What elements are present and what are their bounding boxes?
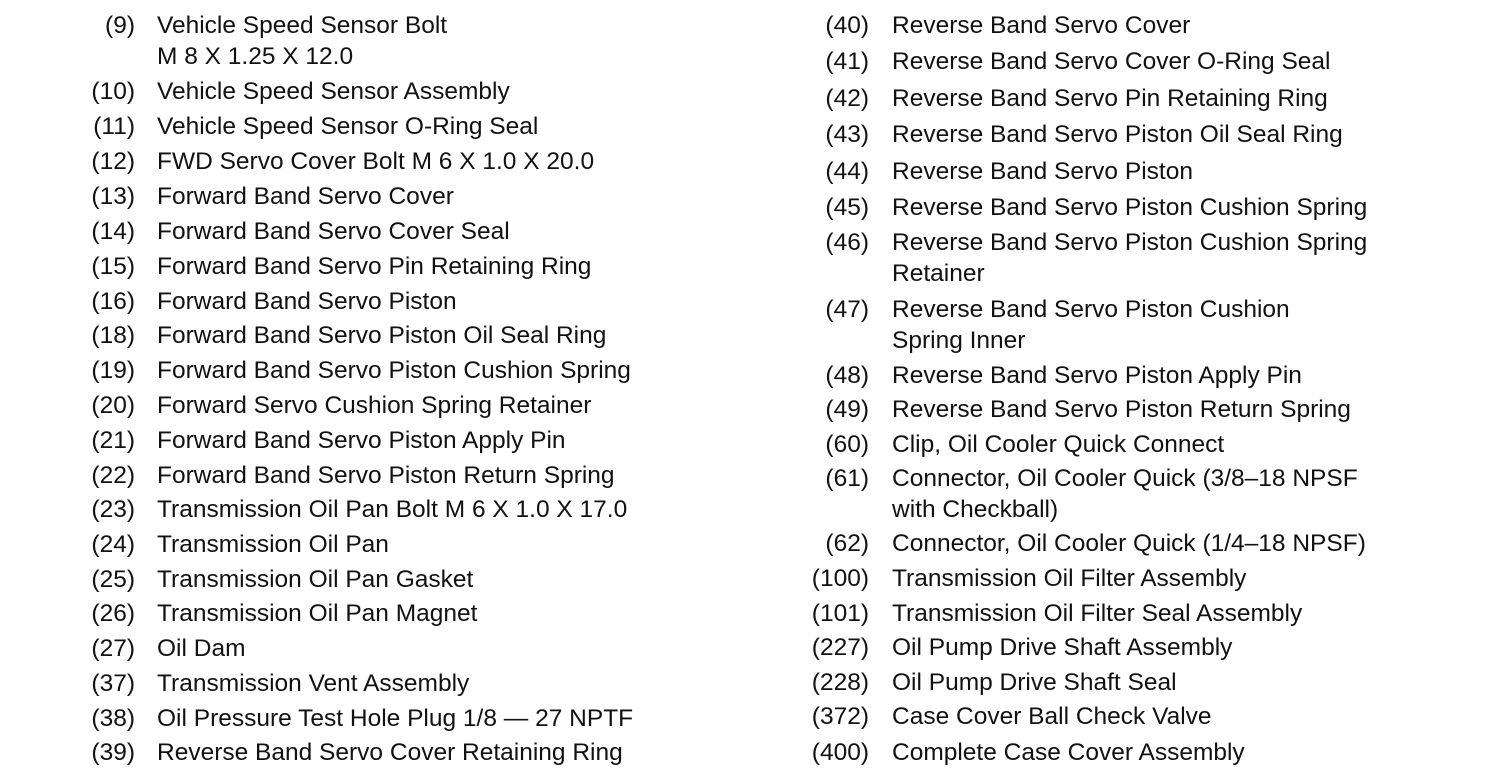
part-description-line: Oil Pump Drive Shaft Assembly <box>892 634 1233 661</box>
part-description <box>157 703 633 735</box>
part-number: (14) <box>91 218 135 245</box>
part-description-line: Connector, Oil Cooler Quick (3/8–18 NPSF <box>892 465 1358 492</box>
part-description-line: Case Cover Ball Check Valve <box>892 703 1212 730</box>
part-description <box>892 563 1246 595</box>
part-description-line: Oil Dam <box>157 635 246 662</box>
part-description-line: Reverse Band Servo Piston Apply Pin <box>892 362 1302 389</box>
part-number: (16) <box>91 288 135 315</box>
part-number: (400) <box>811 739 869 766</box>
part-number: (37) <box>91 670 135 697</box>
part-number: (48) <box>825 362 869 389</box>
part-number: (10) <box>91 78 135 105</box>
part-number: (25) <box>91 566 135 593</box>
part-number: (101) <box>811 600 869 627</box>
part-number: (15) <box>91 253 135 280</box>
part-description-line: Transmission Oil Pan <box>157 531 389 558</box>
part-number: (42) <box>825 85 869 112</box>
part-number: (227) <box>811 634 869 661</box>
part-description-line: Forward Servo Cushion Spring Retainer <box>157 392 592 419</box>
part-number: (60) <box>825 431 869 458</box>
part-description <box>157 181 454 213</box>
part-description <box>157 460 615 492</box>
part-description <box>892 598 1302 630</box>
part-description <box>892 737 1245 769</box>
part-description <box>892 294 1290 357</box>
part-description-line: Transmission Oil Pan Gasket <box>157 566 474 593</box>
part-description-line: M 8 X 1.25 X 12.0 <box>157 43 354 70</box>
part-description-line: Reverse Band Servo Cover <box>892 12 1191 39</box>
part-number: (39) <box>91 739 135 766</box>
part-description <box>892 156 1193 188</box>
part-description <box>892 528 1366 560</box>
part-description <box>892 394 1351 426</box>
part-number: (27) <box>91 635 135 662</box>
part-description-line: Forward Band Servo Cover <box>157 183 454 210</box>
part-description <box>892 360 1302 392</box>
part-number: (13) <box>91 183 135 210</box>
part-description <box>892 429 1224 461</box>
part-description <box>892 463 1358 526</box>
part-description-line: Forward Band Servo Pin Retaining Ring <box>157 253 592 280</box>
part-description <box>892 10 1190 42</box>
part-description <box>157 216 510 248</box>
part-description-line: Vehicle Speed Sensor O-Ring Seal <box>157 113 539 140</box>
part-description <box>157 390 591 422</box>
part-description <box>157 425 566 457</box>
part-description <box>157 355 631 387</box>
part-description-line: Vehicle Speed Sensor Assembly <box>157 78 510 105</box>
part-number: (12) <box>91 148 135 175</box>
part-number: (40) <box>825 12 869 39</box>
part-description-line: Vehicle Speed Sensor Bolt <box>157 12 448 39</box>
part-description-line: Reverse Band Servo Piston Return Spring <box>892 396 1351 423</box>
part-description-line: Reverse Band Servo Piston Cushion Spring <box>892 194 1368 221</box>
part-description-line: Reverse Band Servo Piston Cushion <box>892 296 1290 323</box>
part-description-line: Reverse Band Servo Piston Cushion Spring <box>892 229 1368 256</box>
part-number: (22) <box>91 462 135 489</box>
part-description <box>157 737 623 769</box>
part-description-line: Forward Band Servo Piston <box>157 288 457 315</box>
part-number: (49) <box>825 396 869 423</box>
part-description <box>892 227 1367 290</box>
part-number: (26) <box>91 600 135 627</box>
part-number: (41) <box>825 48 869 75</box>
part-description <box>157 320 606 352</box>
part-number: (18) <box>91 322 135 349</box>
part-description-line: Complete Case Cover Assembly <box>892 739 1245 766</box>
part-description-line: Transmission Oil Pan Bolt M 6 X 1.0 X 17.0 <box>157 496 628 523</box>
part-description <box>892 632 1232 664</box>
part-description <box>157 251 591 283</box>
part-description-line: Oil Pressure Test Hole Plug 1/8 — 27 NPTF <box>157 705 634 732</box>
part-number: (44) <box>825 158 869 185</box>
part-number: (21) <box>91 427 135 454</box>
part-description-line: Forward Band Servo Cover Seal <box>157 218 510 245</box>
part-description-line: Transmission Oil Filter Assembly <box>892 565 1247 592</box>
part-description <box>892 119 1343 151</box>
part-description-line: FWD Servo Cover Bolt M 6 X 1.0 X 20.0 <box>157 148 595 175</box>
part-description <box>157 598 477 630</box>
part-description-line: Transmission Oil Pan Magnet <box>157 600 478 627</box>
part-description-line: Transmission Oil Filter Seal Assembly <box>892 600 1303 627</box>
part-number: (38) <box>91 705 135 732</box>
part-description-line: Forward Band Servo Piston Return Spring <box>157 462 615 489</box>
part-description-line: Reverse Band Servo Piston <box>892 158 1193 185</box>
part-description-line: Reverse Band Servo Cover O-Ring Seal <box>892 48 1331 75</box>
part-number: (45) <box>825 194 869 221</box>
part-description <box>157 529 389 561</box>
part-description <box>157 668 469 700</box>
part-description-line: Forward Band Servo Piston Apply Pin <box>157 427 566 454</box>
part-number: (19) <box>91 357 135 384</box>
part-number: (61) <box>825 465 869 492</box>
part-description-line: Oil Pump Drive Shaft Seal <box>892 669 1177 696</box>
part-description-line: Transmission Vent Assembly <box>157 670 470 697</box>
part-description-line: Forward Band Servo Piston Oil Seal Ring <box>157 322 607 349</box>
part-description-line: Connector, Oil Cooler Quick (1/4–18 NPSF) <box>892 530 1366 557</box>
part-number: (11) <box>93 113 135 140</box>
part-description <box>157 111 538 143</box>
part-description <box>892 46 1330 78</box>
part-number: (46) <box>825 229 869 256</box>
part-description <box>892 83 1328 115</box>
part-description <box>157 494 627 526</box>
part-description <box>892 192 1367 224</box>
part-number: (43) <box>825 121 869 148</box>
part-description-line: Clip, Oil Cooler Quick Connect <box>892 431 1225 458</box>
part-number: (47) <box>825 296 869 323</box>
part-description <box>892 701 1212 733</box>
part-number: (23) <box>91 496 135 523</box>
part-description <box>157 286 457 318</box>
part-description <box>157 146 594 178</box>
part-number: (20) <box>91 392 135 419</box>
part-description <box>157 564 473 596</box>
part-number: (372) <box>811 703 869 730</box>
part-description-line: Retainer <box>892 260 985 287</box>
part-number: (228) <box>811 669 869 696</box>
part-number: (9) <box>105 12 135 39</box>
part-number: (100) <box>811 565 869 592</box>
part-description <box>157 633 245 665</box>
part-number: (62) <box>825 530 869 557</box>
part-description-line: Reverse Band Servo Cover Retaining Ring <box>157 739 623 766</box>
part-description <box>157 10 447 73</box>
part-description-line: Forward Band Servo Piston Cushion Spring <box>157 357 631 384</box>
part-description-line: with Checkball) <box>892 496 1059 523</box>
part-number: (24) <box>91 531 135 558</box>
part-description-line: Reverse Band Servo Pin Retaining Ring <box>892 85 1328 112</box>
part-description-line: Spring Inner <box>892 327 1026 354</box>
part-description <box>157 76 510 108</box>
part-description <box>892 667 1177 699</box>
part-description-line: Reverse Band Servo Piston Oil Seal Ring <box>892 121 1343 148</box>
